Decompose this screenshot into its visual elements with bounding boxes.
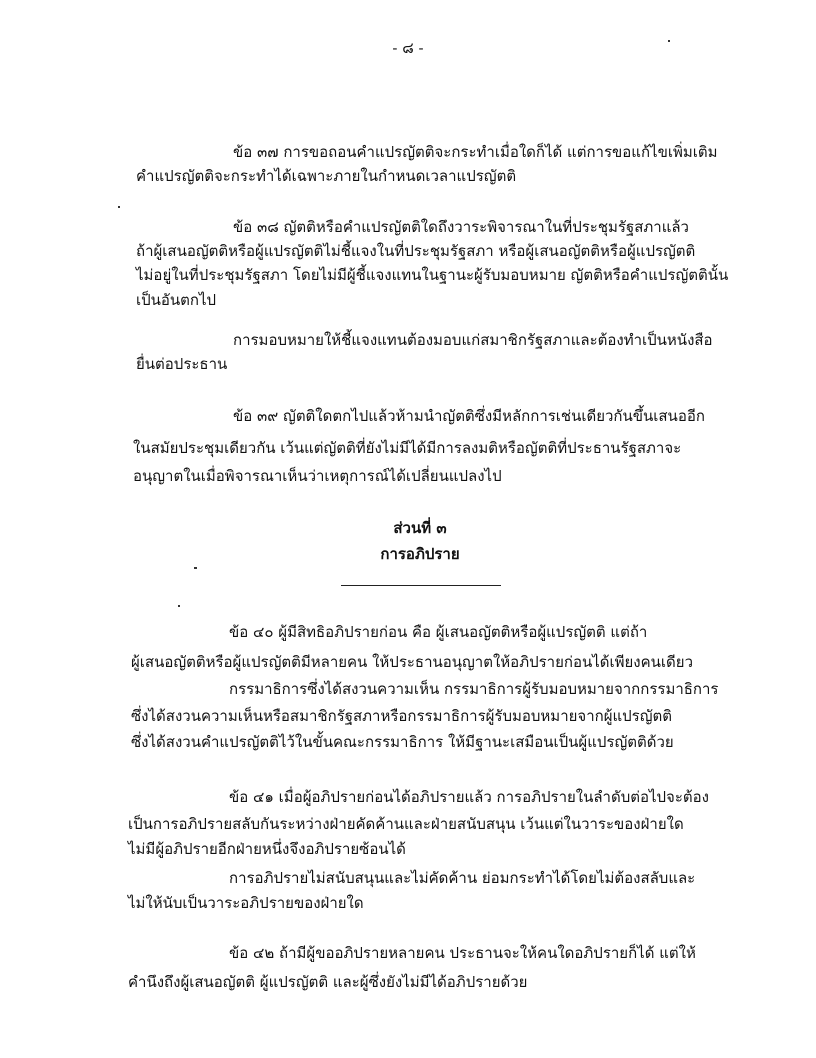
clause-38-line-4: เป็นอันตกไป — [136, 291, 217, 309]
clause-41-line-1: ข้อ ๔๑ เมื่อผู้อภิปรายก่อนได้อภิปรายแล้ว การอภิปรายในลำดับต่อไปจะต้อง — [229, 788, 709, 806]
clause-40-para2-line-2: ซึ่งได้สงวนความเห็นหรือสมาชิกรัฐสภาหรือกรรมาธิการผู้รับมอบหมายจากผู้แปรญัตติ — [131, 707, 673, 725]
clause-41-line-2: เป็นการอภิปรายสลับกันระหว่างฝ่ายคัดค้านและฝ่ายสนับสนุน เว้นแต่ในวาระของฝ่ายใด — [128, 815, 684, 833]
clause-42-line-1: ข้อ ๔๒ ถ้ามีผู้ขออภิปรายหลายคน ประธานจะให้คนใดอภิปรายก็ได้ แต่ให้ — [229, 944, 696, 962]
clause-40-para2-line-1: กรรมาธิการซึ่งได้สงวนความเห็น กรรมาธิการผู้รับมอบหมายจากกรรมาธิการ — [229, 680, 719, 698]
clause-37-line-2: คำแปรญัตติจะกระทำได้เฉพาะภายในกำหนดเวลาแปรญัตติ — [136, 167, 517, 185]
clause-39-line-2: ในสมัยประชุมเดียวกัน เว้นแต่ญัตติที่ยังไม่มีได้มีการลงมติหรือญัตติที่ประธานรัฐสภาจะ — [133, 439, 682, 457]
clause-41-line-3: ไม่มีผู้อภิปรายอีกฝ่ายหนึ่งจึงอภิปรายซ้อนได้ — [128, 840, 406, 858]
clause-42-line-2: คำนึงถึงผู้เสนอญัตติ ผู้แปรญัตติ และผู้ซึ่งยังไม่มีได้อภิปรายด้วย — [128, 973, 528, 991]
clause-38-para2-line-2: ยื่นต่อประธาน — [136, 355, 228, 373]
clause-41-para2-line-1: การอภิปรายไม่สนับสนุนและไม่คัดค้าน ย่อมกระทำได้โดยไม่ต้องสลับและ — [229, 869, 696, 887]
scan-speck — [194, 567, 197, 569]
scan-speck — [668, 40, 670, 42]
clause-37-line-1: ข้อ ๓๗ การขอถอนคำแปรญัตติจะกระทำเมื่อใดก็ได้ แต่การขอแก้ไขเพิ่มเติม — [233, 143, 718, 161]
clause-38-line-3: ไม่อยู่ในที่ประชุมรัฐสภา โดยไม่มีผู้ชี้แจงแทนในฐานะผู้รับมอบหมาย ญัตติหรือคำแปรญัตตินั้น — [136, 266, 729, 284]
clause-38-line-1: ข้อ ๓๘ ญัตติหรือคำแปรญัตติใดถึงวาระพิจารณาในที่ประชุมรัฐสภาแล้ว — [233, 218, 689, 236]
clause-39-line-1: ข้อ ๓๙ ญัตติใดตกไปแล้วห้ามนำญัตติซึ่งมีหลักการเช่นเดียวกันขึ้นเสนออีก — [233, 407, 705, 425]
page-number: - ๘ - — [392, 39, 424, 57]
section-divider — [341, 585, 501, 586]
section-title: ส่วนที่ ๓ — [393, 519, 447, 537]
clause-38-line-2: ถ้าผู้เสนอญัตติหรือผู้แปรญัตติไม่ชี้แจงในที่ประชุมรัฐสภา หรือผู้เสนอญัตติหรือผู้แปรญัตติ — [136, 242, 696, 260]
section-subtitle: การอภิปราย — [380, 545, 460, 563]
scan-speck — [118, 206, 120, 208]
clause-40-para2-line-3: ซึ่งได้สงวนคำแปรญัตติไว้ในขั้นคณะกรรมาธิการ ให้มีฐานะเสมือนเป็นผู้แปรญัตติด้วย — [131, 733, 674, 751]
clause-40-line-1: ข้อ ๔๐ ผู้มีสิทธิอภิปรายก่อน คือ ผู้เสนอญัตติหรือผู้แปรญัตติ แต่ถ้า — [229, 623, 648, 641]
clause-38-para2-line-1: การมอบหมายให้ชี้แจงแทนต้องมอบแก่สมาชิกรัฐสภาและต้องทำเป็นหนังสือ — [233, 331, 713, 349]
clause-39-line-3: อนุญาตในเมื่อพิจารณาเห็นว่าเหตุการณ์ได้เปลี่ยนแปลงไป — [133, 467, 502, 485]
clause-40-line-2: ผู้เสนอญัตติหรือผู้แปรญัตติมีหลายคน ให้ประธานอนุญาตให้อภิปรายก่อนได้เพียงคนเดียว — [131, 653, 693, 671]
clause-41-para2-line-2: ไม่ให้นับเป็นวาระอภิปรายของฝ่ายใด — [128, 894, 364, 912]
scan-speck — [178, 605, 180, 607]
